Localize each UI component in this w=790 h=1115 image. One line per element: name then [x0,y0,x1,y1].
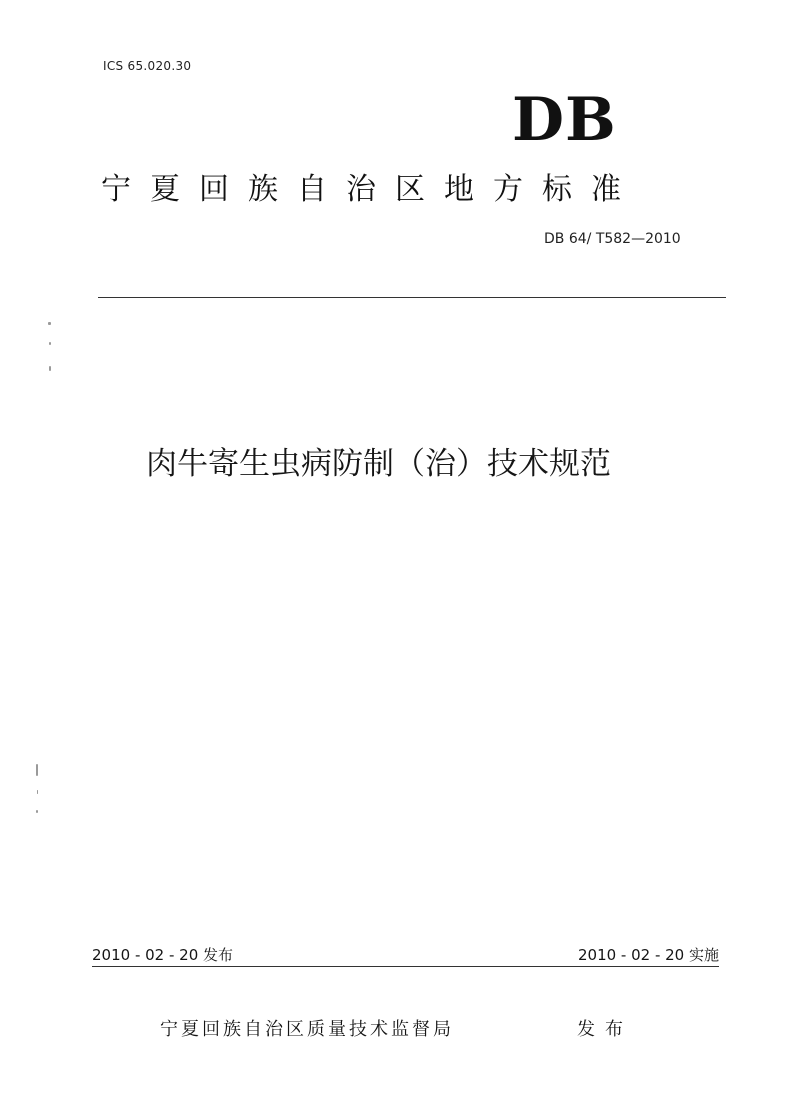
issuing-authority: 宁夏回族自治区质量技术监督局 [160,1019,454,1040]
ics-code: ICS 65.020.30 [103,59,192,73]
db-logo: DB [512,85,617,155]
standard-type-heading: 宁夏回族自治区地方标准 [101,172,640,207]
scan-speck [48,322,51,325]
top-divider [98,297,726,298]
date-row [92,944,719,968]
scan-speck [49,366,51,371]
issue-word: 发布 [577,1019,633,1040]
scan-speck [49,342,51,345]
scan-speck [36,764,38,776]
scan-speck [37,790,38,794]
standard-number: DB 64/ T582—2010 [544,231,681,247]
scan-speck [36,810,38,813]
publish-date: 2010 - 02 - 20 发布 [92,946,234,964]
implement-date: 2010 - 02 - 20 实施 [577,946,719,964]
document-title: 肉牛寄生虫病防制（治）技术规范 [146,446,611,482]
bottom-divider [92,966,719,967]
